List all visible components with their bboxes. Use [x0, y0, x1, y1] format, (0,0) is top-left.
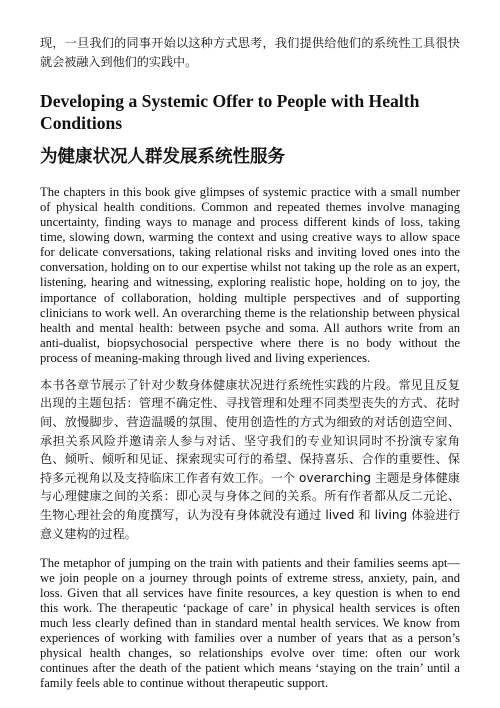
paragraph-2-en: The metaphor of jumping on the train with patients and their families seems apt—we join people on a journey through points of extreme stress, anxiety, pain, and loss. Given that all services have finite resources, a key question is when to end this work. The therapeutic ‘package of care’ in physical health services is often much less clearly defined than in standard mental health services. We know from experiences of working with families over a number of years that as a person’s physical health changes, so relationships evolve over time: often our work continues after the death of the patient which means ‘staying on the train’ until a family feels able to continue without therapeutic support.	[40, 556, 460, 691]
intro-paragraph-cn: 现，一旦我们的同事开始以这种方式思考，我们提供给他们的系统性工具很快就会被融入到他们的实践中。	[40, 36, 460, 69]
paragraph-1-en: The chapters in this book give glimpses of systemic practice with a small number of physical health conditions. Common and repeated themes involve managing uncertainty, finding ways to manage and process different kinds of loss, taking time, slowing down, warming the context and using creative ways to allow space for delicate conversations, taking relational risks and inviting loved ones into the conversation, holding on to our expertise whilst not taking up the role as an expert, listening, hearing and witnessing, exploring realistic hope, holding on to joy, the importance of collaboration, holding multiple perspectives and of supporting clinicians to work well. An overarching theme is the relationship between physical health and mental health: between psyche and soma. All authors write from an anti-dualist, biopsychosocial perspective where there is no body without the process of meaning-making through lived and living experiences.	[40, 185, 460, 365]
section-heading-cn: 为健康状况人群发展系统性服务	[40, 147, 285, 168]
section-heading-en: Developing a Systemic Offer to People with Health Conditions	[40, 91, 420, 133]
document-page	[40, 34, 460, 692]
paragraph-1-cn: 本书各章节展示了针对少数身体健康状况进行系统性实践的片段。常见且反复出现的主题包括：管理不确定性、寻找管理和处理不同类型丧失的方式、花时间、放慢脚步、营造温暖的氛围、使用创造性的方式为细致的对话创造空间、承担关系风险并邀请亲人参与对话、坚守我们的专业知识同时不扮演专家角色、倾听、倾听和见证、探索现实可行的希望、保持喜乐、合作的重要性、保持多元视角以及支持临床工作者有效工作。一个 overarching 主题是身体健康与心理健康之间的关系：即心灵与身体之间的关系。所有作者都从反二元论、生物心理社会的角度撰写，认为没有身体就没有通过 lived 和 living 体验进行意义建构的过程。	[40, 377, 460, 541]
